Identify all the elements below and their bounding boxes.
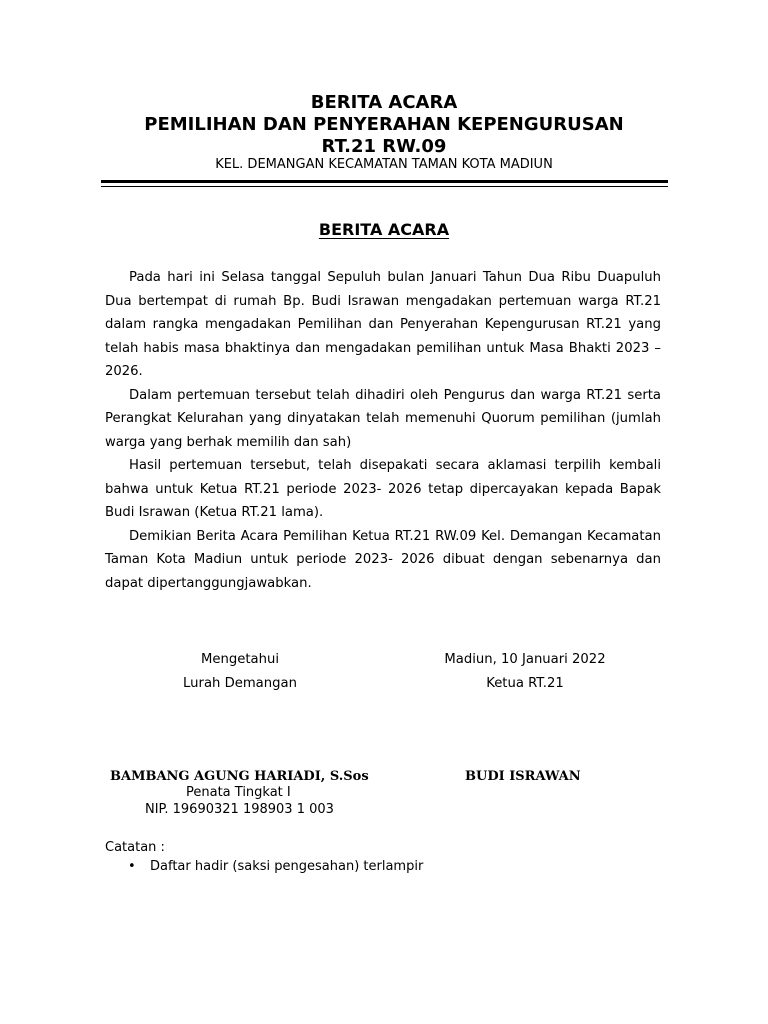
signature-left-name: BAMBANG AGUNG HARIADI, S.Sos	[110, 769, 369, 784]
document-body	[105, 266, 661, 595]
paragraph: Dalam pertemuan tersebut telah dihadiri oleh Pengurus dan warga RT.21 serta Perangkat Kelurahan yang dinyatakan telah memenuhi Quorum pemilihan (jumlah warga yang berhak memilih dan sah)	[105, 387, 661, 450]
signature-left-title: Lurah Demangan	[183, 676, 297, 691]
header-subtitle: PEMILIHAN DAN PENYERAHAN KEPENGURUSAN	[144, 114, 624, 135]
signature-right-date: Madiun, 10 Januari 2022	[444, 652, 606, 667]
signature-left-label: Mengetahui	[201, 652, 279, 667]
paragraph: Hasil pertemuan tersebut, telah disepakati secara aklamasi terpilih kembali bahwa untuk Ketua RT.21 periode 2023- 2026 tetap dipercayakan kepada Bapak Budi Israwan (Ketua RT.21 lama).	[105, 458, 661, 520]
paragraph: Demikian Berita Acara Pemilihan Ketua RT.21 RW.09 Kel. Demangan Kecamatan Taman Kota Madiun untuk periode 2023- 2026 dibuat dengan sebenarnya dan dapat dipertanggungjawabkan.	[105, 528, 661, 591]
signature-left-nip: NIP. 19690321 198903 1 003	[145, 802, 334, 817]
note-text: Daftar hadir (saksi pengesahan) terlampir	[150, 859, 424, 874]
signature-left-rank: Penata Tingkat I	[186, 785, 291, 800]
header-rt-rw: RT.21 RW.09	[321, 136, 447, 157]
notes-label: Catatan :	[105, 840, 165, 855]
header-title: BERITA ACARA	[310, 92, 458, 113]
header-divider-thick	[101, 180, 668, 183]
list-item	[128, 858, 423, 876]
notes-list	[128, 858, 423, 876]
header-divider-thin	[101, 186, 668, 187]
document-title: BERITA ACARA	[318, 220, 450, 239]
signature-right-title: Ketua RT.21	[486, 676, 564, 691]
signature-right-name: BUDI ISRAWAN	[465, 769, 581, 784]
paragraph: Pada hari ini Selasa tanggal Sepuluh bulan Januari Tahun Dua Ribu Duapuluh Dua bertempat di rumah Bp. Budi Israwan mengadakan pertemuan warga RT.21 dalam rangka mengadakan Pemilihan dan Penyerahan Kepengurusan RT.21 yang telah habis masa bhaktinya dan mengadakan pemilihan untuk Masa Bhakti 2023 – 2026.	[105, 270, 661, 379]
bullet-icon: •	[128, 859, 136, 874]
header-location: KEL. DEMANGAN KECAMATAN TAMAN KOTA MADIUN	[215, 157, 553, 172]
